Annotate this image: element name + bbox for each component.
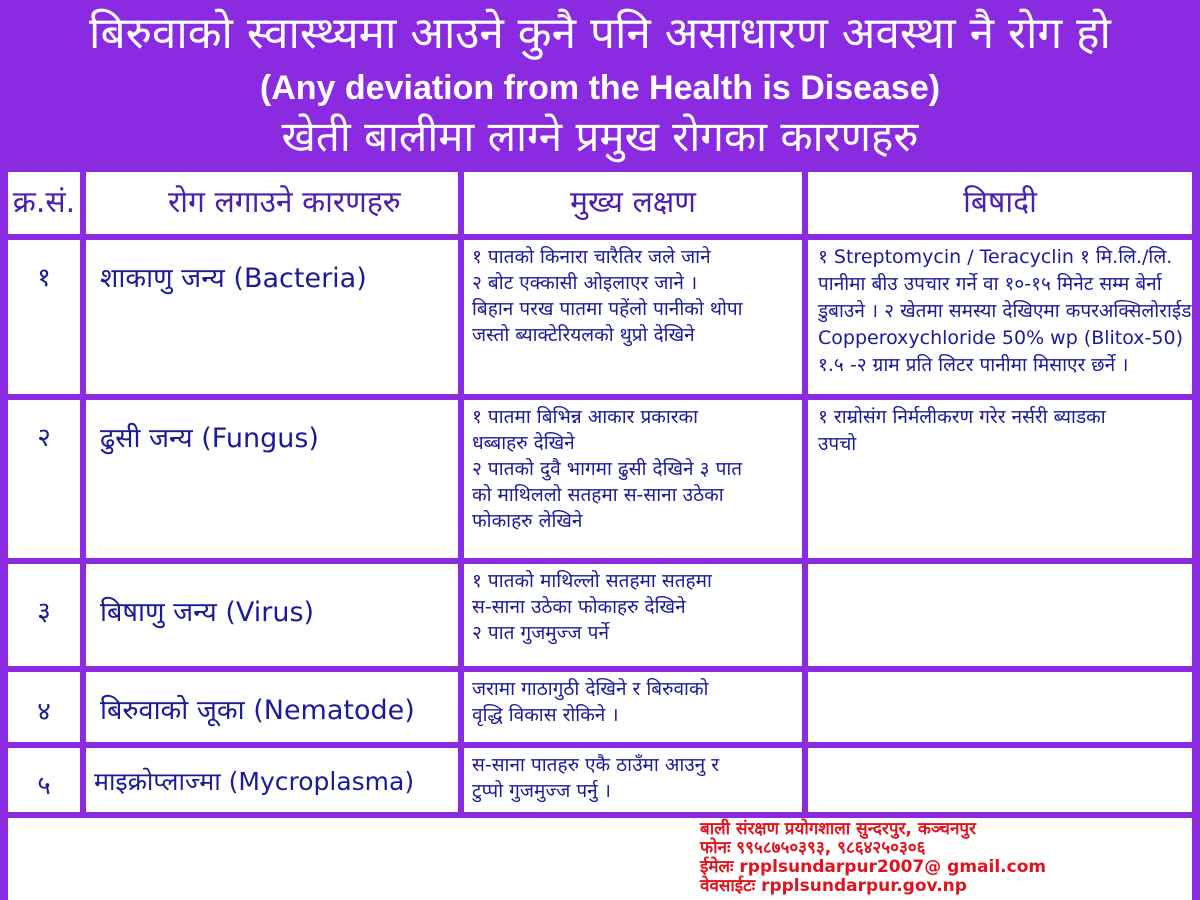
row-5-pesticide: [808, 748, 1192, 812]
symptom-line: बिहान परख पातमा पहेंलो पानीको थोपा: [472, 298, 743, 320]
symptom-line: स-साना उठेका फोकाहरु देखिने: [472, 596, 686, 618]
footer-phone: फोनः ९९५८७५०३९३, ९८६४२५०३०६: [700, 838, 926, 858]
row-2-pesticide: [808, 400, 1192, 558]
row-3-sn: ३: [8, 564, 80, 666]
row-3-cause: बिषाणु जन्य (Virus): [86, 564, 458, 666]
symptom-line: को माथिललो सतहमा स-साना उठेका: [472, 484, 724, 506]
header-pesticide: बिषादी: [808, 172, 1192, 234]
header-cause: रोग लगाउने कारणहरु: [86, 172, 458, 234]
symptom-line: फोकाहरु लेखिने: [472, 510, 583, 532]
row-1-symptoms: [464, 240, 802, 394]
pesticide-line: Copperoxychloride 50% wp (Blitox-50): [818, 327, 1183, 349]
row-1-sn: १: [8, 240, 80, 394]
symptom-line: १ पातको माथिल्लो सतहमा सतहमा: [472, 570, 712, 592]
symptom-line: जरामा गाठागुठी देखिने र बिरुवाको: [472, 678, 709, 700]
symptom-line: १ पातको किनारा चारैतिर जले जाने: [472, 246, 711, 268]
pesticide-line: १ राम्रोसंग निर्मलीकरण गरेर नर्सरी ब्याडका: [818, 406, 1106, 428]
pesticide-line: उपचो: [818, 433, 857, 455]
header-symptoms: मुख्य लक्षण: [464, 172, 802, 234]
header: [0, 0, 1200, 168]
page-subtitle: खेती बालीमा लाग्ने प्रमुख रोगका कारणहरु: [281, 112, 919, 161]
symptom-line: १ पातमा बिभिन्न आकार प्रकारका: [472, 406, 699, 428]
row-2-sn: २: [8, 400, 80, 558]
row-1-cause: शाकाणु जन्य (Bacteria): [86, 240, 458, 394]
symptom-line: २ बोट एक्कासी ओइलाएर जाने ।: [472, 272, 698, 294]
symptom-line: धब्बाहरु देखिने: [472, 432, 575, 454]
row-4-sn: ४: [8, 672, 80, 742]
row-2-cause: ढुसी जन्य (Fungus): [86, 400, 458, 558]
page-title-nepali: बिरुवाको स्वास्थ्यमा आउने कुनै पनि असाधारण अवस्था नै रोग हो: [89, 8, 1111, 59]
row-5-symptoms: [464, 748, 802, 812]
symptom-line: टुप्पो गुजमुज्ज पर्नु ।: [472, 780, 611, 802]
page-title-english: (Any deviation from the Health is Disease): [259, 69, 941, 107]
symptom-line: २ पातको दुवै भागमा ढुसी देखिने ३ पात: [472, 458, 743, 480]
footer-website: वेवसाईटः rpplsundarpur.gov.np: [700, 876, 967, 896]
footer-lab-name: बाली संरक्षण प्रयोगशाला सुन्दरपुर, कञ्चनपुर: [700, 819, 977, 839]
pesticide-line: १ Streptomycin / Teracyclin १ मि.लि./लि.: [818, 246, 1173, 268]
header-sn: क्र.सं.: [8, 172, 80, 234]
row-3-pesticide: [808, 564, 1192, 666]
row-4-cause: बिरुवाको जूका (Nematode): [86, 672, 458, 742]
row-5-sn: ५: [8, 748, 80, 812]
row-4-pesticide: [808, 672, 1192, 742]
pesticide-line: पानीमा बीउ उपचार गर्ने वा १०-१५ मिनेट सम्म बेर्ना: [818, 273, 1162, 295]
row-2-symptoms: [464, 400, 802, 558]
pesticide-line: डुबाउने । २ खेतमा समस्या देखिएमा कपरअक्सिलोराईड: [818, 300, 1192, 322]
row-3-symptoms: [464, 564, 802, 666]
symptom-line: जस्तो ब्याक्टेरियलको थुप्रो देखिने: [472, 324, 695, 346]
row-1-pesticide: [808, 240, 1192, 394]
symptom-line: स-साना पातहरु एकै ठाउँमा आउनु र: [472, 754, 720, 776]
footer-contact: [700, 820, 1046, 896]
disease-table: [0, 168, 1200, 900]
footer-email: ईमेलः rpplsundarpur2007@ gmail.com: [700, 857, 1047, 877]
pesticide-line: १.५ -२ ग्राम प्रति लिटर पानीमा मिसाएर छर्ने ।: [818, 354, 1129, 376]
row-4-symptoms: [464, 672, 802, 742]
symptom-line: २ पात गुजमुज्ज पर्ने: [472, 622, 610, 644]
row-5-cause: माइक्रोप्लाज्मा (Mycroplasma): [86, 748, 458, 812]
symptom-line: वृद्धि विकास रोकिने ।: [472, 704, 619, 726]
